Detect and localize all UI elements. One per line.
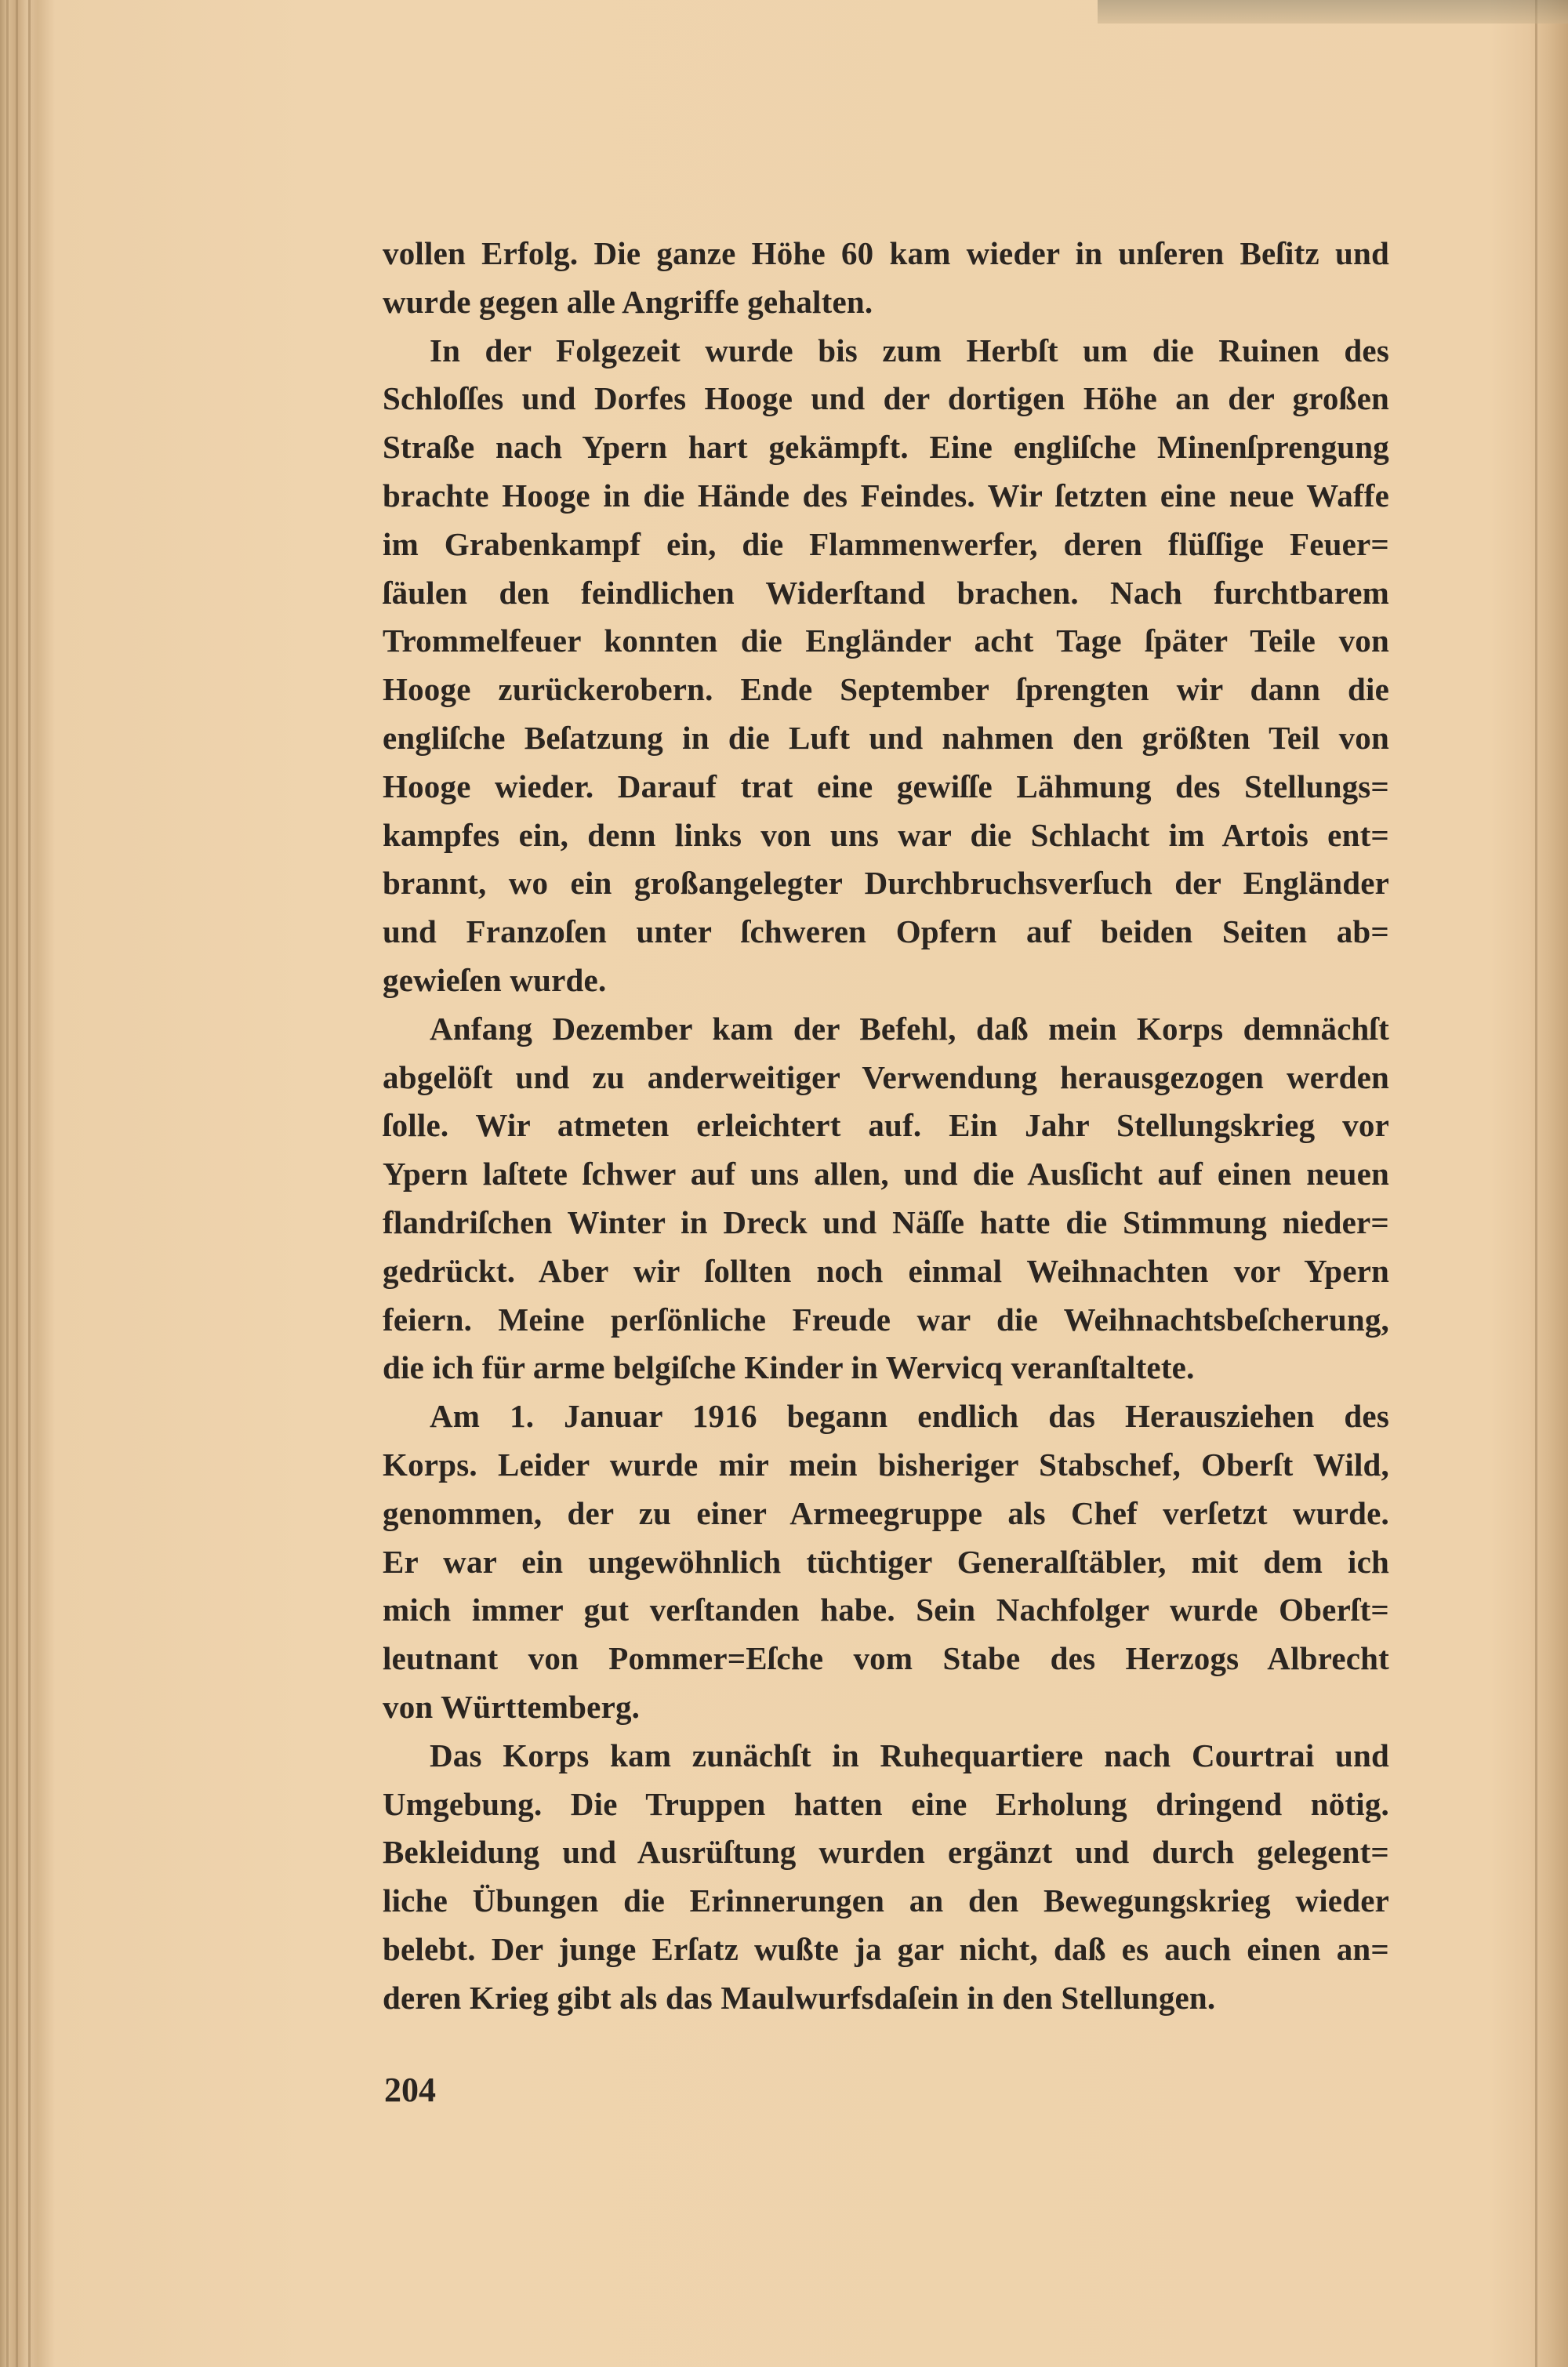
page-shadow xyxy=(1098,0,1568,24)
text-line: Anfang Dezember kam der Befehl, daß mein Korps demnächſt xyxy=(430,1010,1389,1047)
text-line: Umgebung. Die Truppen hatten eine Erholung dringend nötig. xyxy=(383,1785,1389,1822)
page-edge xyxy=(16,0,18,2367)
text-line: abgelöſt und zu anderweitiger Verwendung herausgezogen werden xyxy=(383,1058,1389,1095)
page-edge xyxy=(6,0,9,2367)
text-line: leutnant von Pommer=Eſche vom Stabe des Herzogs Albrecht xyxy=(383,1640,1389,1677)
text-line: ſolle. Wir atmeten erleichtert auf. Ein Jahr Stellungskrieg vor xyxy=(383,1107,1389,1144)
page-edge xyxy=(28,0,31,2367)
text-line: brannt, wo ein großangelegter Durchbruchsverſuch der Engländer xyxy=(383,865,1389,902)
text-line: wurde gegen alle Angriffe gehalten. xyxy=(383,283,873,320)
body-text xyxy=(383,230,1389,2022)
text-line: deren Krieg gibt als das Maulwurfsdaſein in den Stellungen. xyxy=(383,1979,1216,2016)
text-line: die ich für arme belgiſche Kinder in Wervicq veranſtaltete. xyxy=(383,1349,1195,1386)
text-line: belebt. Der junge Erſatz wußte ja gar nicht, daß es auch einen an= xyxy=(383,1930,1389,1967)
page-number: 204 xyxy=(384,2071,436,2109)
text-line: gewieſen wurde. xyxy=(383,961,607,998)
page-edge xyxy=(1535,0,1537,2367)
text-line: Bekleidung und Ausrüſtung wurden ergänzt und durch gelegent= xyxy=(383,1834,1389,1871)
text-line: feiern. Meine perſönliche Freude war die Weihnachtsbeſcherung, xyxy=(383,1301,1389,1338)
text-line: liche Übungen die Erinnerungen an den Bewegungskrieg wieder xyxy=(383,1882,1389,1919)
text-line: In der Folgezeit wurde bis zum Herbſt um die Ruinen des xyxy=(430,332,1389,368)
text-line: Schloſſes und Dorfes Hooge und der dortigen Höhe an der großen xyxy=(383,380,1389,417)
text-line: von Württemberg. xyxy=(383,1688,641,1725)
text-line: Hooge wieder. Darauf trat eine gewiſſe Lähmung des Stellungs= xyxy=(383,768,1389,804)
text-line: brachte Hooge in die Hände des Feindes. Wir ſetzten eine neue Waffe xyxy=(383,477,1389,514)
text-line: und Franzoſen unter ſchweren Opfern auf beiden Seiten ab= xyxy=(383,913,1389,950)
text-line: im Grabenkampf ein, die Flammenwerfer, deren flüſſige Feuer= xyxy=(383,525,1389,562)
text-line: Ypern laſtete ſchwer auf uns allen, und die Ausſicht auf einen neuen xyxy=(383,1156,1389,1193)
text-line: flandriſchen Winter in Dreck und Näſſe hatte die Stimmung nieder= xyxy=(383,1203,1389,1240)
text-line: Trommelfeuer konnten die Engländer acht Tage ſpäter Teile von xyxy=(383,623,1389,659)
text-line: vollen Erfolg. Die ganze Höhe 60 kam wieder in unſeren Beſitz und xyxy=(383,235,1389,271)
text-line: Korps. Leider wurde mir mein bisheriger Stabschef, Oberſt Wild, xyxy=(383,1446,1389,1483)
text-line: engliſche Beſatzung in die Luft und nahmen den größten Teil von xyxy=(383,719,1389,756)
text-line: Er war ein ungewöhnlich tüchtiger Generalſtäbler, mit dem ich xyxy=(383,1543,1389,1580)
text-line: mich immer gut verſtanden habe. Sein Nachfolger wurde Oberſt= xyxy=(383,1592,1389,1628)
text-line: Straße nach Ypern hart gekämpft. Eine engliſche Minenſprengung xyxy=(383,429,1389,466)
text-line: genommen, der zu einer Armeegruppe als Chef verſetzt wurde. xyxy=(383,1494,1389,1531)
text-line: Am 1. Januar 1916 begann endlich das Herausziehen des xyxy=(430,1398,1389,1435)
text-line: Das Korps kam zunächſt in Ruhequartiere nach Courtrai und xyxy=(430,1737,1389,1773)
text-line: gedrückt. Aber wir ſollten noch einmal Weihnachten vor Ypern xyxy=(383,1252,1389,1289)
text-line: kampfes ein, denn links von uns war die Schlacht im Artois ent= xyxy=(383,816,1389,853)
text-line: Hooge zurückerobern. Ende September ſprengten wir dann die xyxy=(383,671,1389,708)
text-line: ſäulen den feindlichen Widerſtand brachen. Nach furchtbarem xyxy=(383,574,1389,611)
